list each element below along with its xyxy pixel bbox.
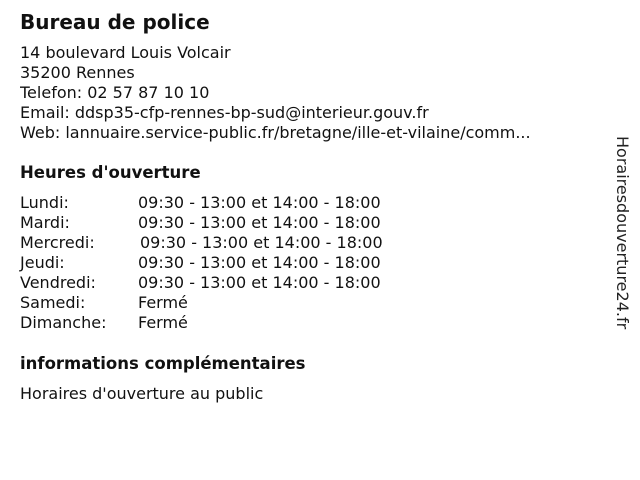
phone-line: Telefon: 02 57 87 10 10 (20, 83, 210, 102)
hours-row (20, 233, 383, 253)
day-label: Lundi: (20, 193, 69, 212)
hours-row (20, 253, 383, 273)
hours-row (20, 193, 383, 213)
hours-table (20, 193, 383, 333)
hours-row (20, 313, 383, 333)
hours-row (20, 293, 383, 313)
hours-row (20, 213, 383, 233)
street-address: 14 boulevard Louis Volcair (20, 43, 231, 62)
email-line: Email: ddsp35-cfp-rennes-bp-sud@interieur.gouv.fr (20, 103, 429, 122)
city-postcode: 35200 Rennes (20, 63, 135, 82)
info-heading: informations complémentaires (20, 354, 306, 373)
info-text: Horaires d'ouverture au public (20, 384, 264, 403)
hours-row (20, 273, 383, 293)
day-hours: 09:30 - 13:00 et 14:00 - 18:00 (138, 253, 381, 272)
day-hours: Fermé (138, 313, 188, 332)
day-hours: 09:30 - 13:00 et 14:00 - 18:00 (138, 273, 381, 292)
day-label: Jeudi: (20, 253, 65, 272)
day-label: Vendredi: (20, 273, 96, 292)
day-hours: 09:30 - 13:00 et 14:00 - 18:00 (138, 193, 381, 212)
day-label: Mardi: (20, 213, 70, 232)
day-label: Mercredi: (20, 233, 95, 252)
day-hours: 09:30 - 13:00 et 14:00 - 18:00 (140, 233, 383, 252)
brand-watermark: Horairesdouverture24.fr (613, 136, 632, 330)
day-label: Samedi: (20, 293, 86, 312)
day-hours: 09:30 - 13:00 et 14:00 - 18:00 (138, 213, 381, 232)
contact-block (20, 43, 610, 143)
day-hours: Fermé (138, 293, 188, 312)
hours-heading: Heures d'ouverture (20, 163, 201, 182)
website-line: Web: lannuaire.service-public.fr/bretagne/ille-et-vilaine/comm... (20, 123, 531, 142)
day-label: Dimanche: (20, 313, 107, 332)
page-title: Bureau de police (20, 10, 210, 34)
